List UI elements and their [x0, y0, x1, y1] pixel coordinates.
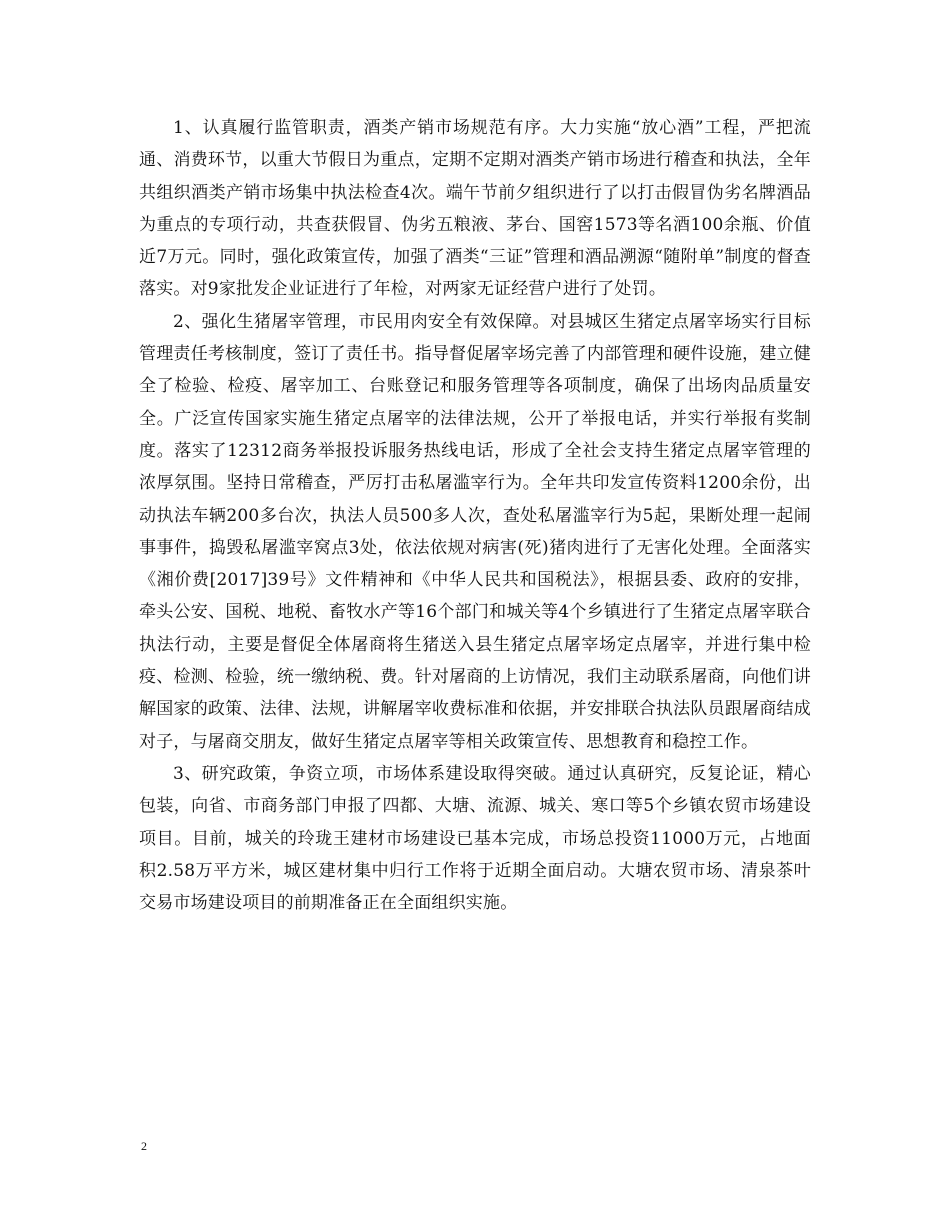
page-number: 2 — [141, 1139, 147, 1153]
paragraph-liquor-supervision: 1、认真履行监管职责，酒类产销市场规范有序。大力实施“放心酒”工程，严把流通、消费环节，以重大节假日为重点，定期不定期对酒类产销市场进行稽查和执法，全年共组织酒类产销市场集中执法检查4次。端午节前夕组织进行了以打击假冒伪劣名牌酒品为重点的专项行动，共查获假冒、伪劣五粮液、茅台、国窖1573等名酒100余瓶、价值近7万元。同时，强化政策宣传，加强了酒类“三证”管理和酒品溯源“随附单”制度的督查落实。对9家批发企业证进行了年检，对两家无证经营户进行了处罚。 — [139, 118, 811, 300]
paragraph-market-system-construction: 3、研究政策，争资立项，市场体系建设取得突破。通过认真研究，反复论证，精心包装，向省、市商务部门申报了四都、大塘、流源、城关、寒口等5个乡镇农贸市场建设项目。目前，城关的玲珑王建材市场建设已基本完成，市场总投资11000万元，占地面积2.58万平方米，城区建材集中归行工作将于近期全面启动。大塘农贸市场、清泉茶叶交易市场建设项目的前期准备正在全面组织实施。 — [139, 763, 811, 914]
paragraph-pig-slaughter-management: 2、强化生猪屠宰管理，市民用肉安全有效保障。对县城区生猪定点屠宰场实行目标管理责任考核制度，签订了责任书。指导督促屠宰场完善了内部管理和硬件设施，建立健全了检验、检疫、屠宰加工、台账登记和服务管理等各项制度，确保了出场肉品质量安全。广泛宣传国家实施生猪定点屠宰的法律法规，公开了举报电话，并实行举报有奖制度。落实了12312商务举报投诉服务热线电话，形成了全社会支持生猪定点屠宰管理的浓厚氛围。坚持日常稽查，严厉打击私屠滥宰行为。全年共印发宣传资料1200余份，出动执法车辆200多台次，执法人员500多人次，查处私屠滥宰行为5起，果断处理一起闹事事件，捣毁私屠滥宰窝点3处，依法依规对病害(死)猪肉进行了无害化处理。全面落实《湘价费[2017]39号》文件精神和《中华人民共和国税法》，根据县委、政府的安排，牵头公安、国税、地税、畜牧水产等16个部门和城关等4个乡镇进行了生猪定点屠宰联合执法行动，主要是督促全体屠商将生猪送入县生猪定点屠宰场定点屠宰，并进行集中检疫、检测、检验，统一缴纳税、费。针对屠商的上访情况，我们主动联系屠商，向他们讲解国家的政策、法律、法规，讲解屠宰收费标准和依据，并安排联合执法队员跟屠商结成对子，与屠商交朋友，做好生猪定点屠宰等相关政策宣传、思想教育和稳控工作。 — [139, 311, 811, 752]
document-body — [139, 112, 811, 919]
